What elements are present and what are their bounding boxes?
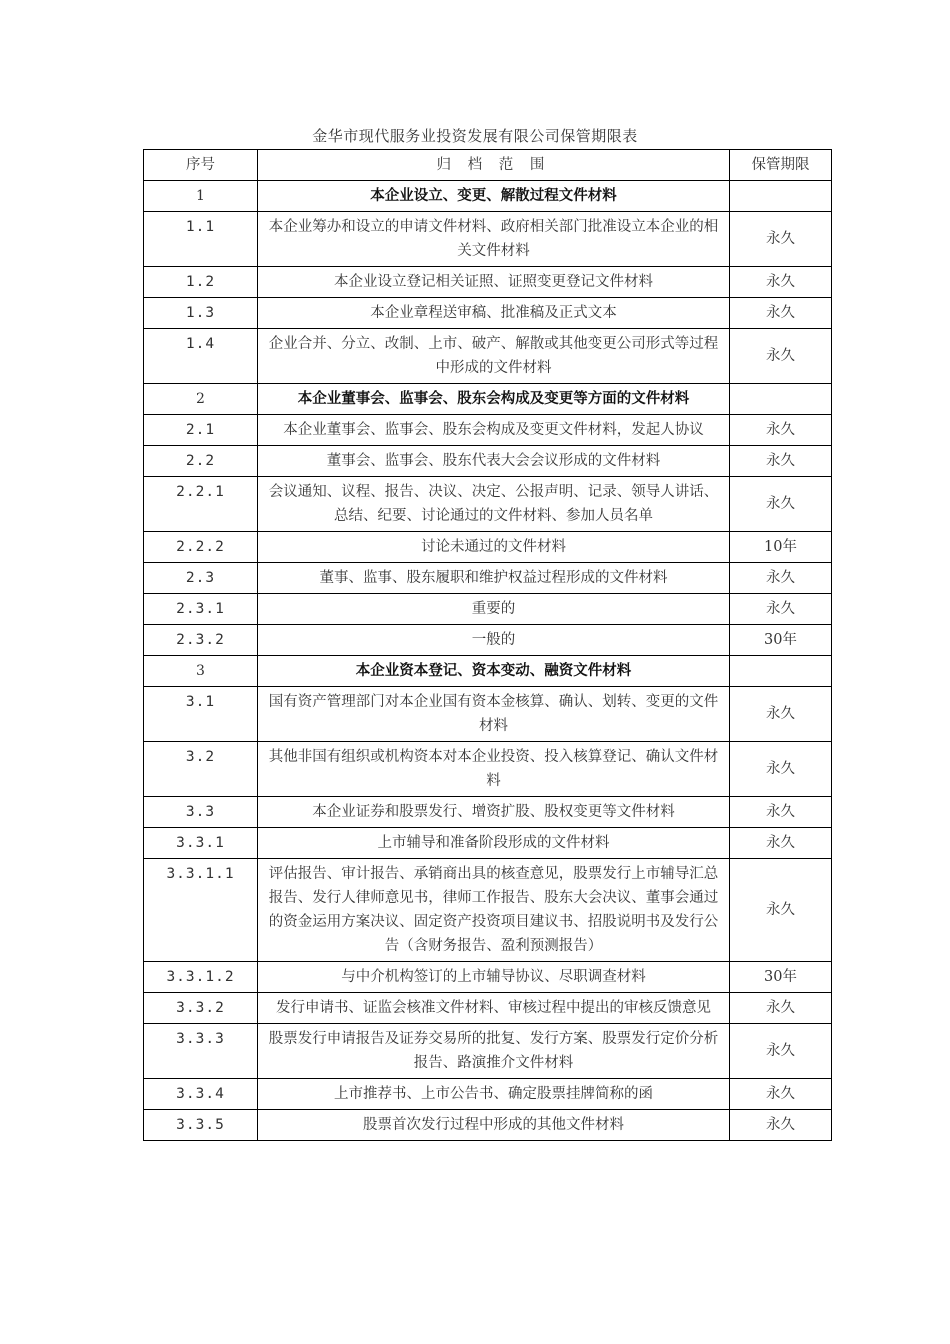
table-row <box>144 446 832 477</box>
row-retention-period: 10年 <box>730 532 832 563</box>
row-scope: 上市辅导和准备阶段形成的文件材料 <box>258 828 730 859</box>
row-retention-period: 30年 <box>730 962 832 993</box>
row-scope: 企业合并、分立、改制、上市、破产、解散或其他变更公司形式等过程中形成的文件材料 <box>258 329 730 384</box>
row-scope: 董事会、监事会、股东代表大会会议形成的文件材料 <box>258 446 730 477</box>
row-scope: 上市推荐书、上市公告书、确定股票挂牌简称的函 <box>258 1079 730 1110</box>
row-scope: 董事、监事、股东履职和维护权益过程形成的文件材料 <box>258 563 730 594</box>
header-period: 保管期限 <box>730 150 832 181</box>
row-number: 2.1 <box>144 415 258 446</box>
row-retention-period: 永久 <box>730 687 832 742</box>
table-row <box>144 993 832 1024</box>
row-scope: 一般的 <box>258 625 730 656</box>
row-retention-period: 永久 <box>730 742 832 797</box>
row-number: 3.3.3 <box>144 1024 258 1079</box>
row-retention-period: 永久 <box>730 1110 832 1141</box>
row-number: 2.2.1 <box>144 477 258 532</box>
row-retention-period: 永久 <box>730 797 832 828</box>
row-scope: 本企业证券和股票发行、增资扩股、股权变更等文件材料 <box>258 797 730 828</box>
row-number: 1 <box>144 181 258 212</box>
row-number: 2.2.2 <box>144 532 258 563</box>
header-scope: 归 档 范 围 <box>258 150 730 181</box>
table-row <box>144 797 832 828</box>
row-number: 3.1 <box>144 687 258 742</box>
row-number: 3.2 <box>144 742 258 797</box>
row-retention-period: 永久 <box>730 477 832 532</box>
row-retention-period: 永久 <box>730 1024 832 1079</box>
row-retention-period: 永久 <box>730 329 832 384</box>
row-number: 3.3.2 <box>144 993 258 1024</box>
row-scope: 股票发行申请报告及证券交易所的批复、发行方案、股票发行定价分析报告、路演推介文件材料 <box>258 1024 730 1079</box>
table-row <box>144 1024 832 1079</box>
row-scope: 本企业筹办和设立的申请文件材料、政府相关部门批准设立本企业的相关文件材料 <box>258 212 730 267</box>
row-scope: 讨论未通过的文件材料 <box>258 532 730 563</box>
table-row <box>144 625 832 656</box>
row-scope: 其他非国有组织或机构资本对本企业投资、投入核算登记、确认文件材料 <box>258 742 730 797</box>
table-row <box>144 828 832 859</box>
row-number: 1.2 <box>144 267 258 298</box>
table-row <box>144 1110 832 1141</box>
row-number: 3.3.1.1 <box>144 859 258 962</box>
row-scope: 本企业设立、变更、解散过程文件材料 <box>258 181 730 212</box>
row-retention-period: 永久 <box>730 446 832 477</box>
row-retention-period <box>730 656 832 687</box>
row-retention-period: 永久 <box>730 1079 832 1110</box>
row-scope: 本企业资本登记、资本变动、融资文件材料 <box>258 656 730 687</box>
table-row <box>144 415 832 446</box>
row-retention-period: 30年 <box>730 625 832 656</box>
document-title: 金华市现代服务业投资发展有限公司保管期限表 <box>312 127 638 145</box>
section-row <box>144 181 832 212</box>
row-retention-period: 永久 <box>730 563 832 594</box>
row-scope: 发行申请书、证监会核准文件材料、审核过程中提出的审核反馈意见 <box>258 993 730 1024</box>
table-row <box>144 477 832 532</box>
table-row <box>144 962 832 993</box>
table-row <box>144 742 832 797</box>
row-number: 2.3.1 <box>144 594 258 625</box>
row-scope: 本企业设立登记相关证照、证照变更登记文件材料 <box>258 267 730 298</box>
row-scope: 重要的 <box>258 594 730 625</box>
table-row <box>144 298 832 329</box>
row-scope: 评估报告、审计报告、承销商出具的核查意见，股票发行上市辅导汇总报告、发行人律师意见书，律师工作报告、股东大会决议、董事会通过的资金运用方案决议、固定资产投资项目建议书、招股说明书及发行公告（含财务报告、盈利预测报告） <box>258 859 730 962</box>
table-header-row <box>144 150 832 181</box>
row-retention-period: 永久 <box>730 993 832 1024</box>
row-number: 3.3.4 <box>144 1079 258 1110</box>
section-row <box>144 656 832 687</box>
row-number: 3.3.1.2 <box>144 962 258 993</box>
row-scope: 会议通知、议程、报告、决议、决定、公报声明、记录、领导人讲话、总结、纪要、讨论通过的文件材料、参加人员名单 <box>258 477 730 532</box>
table-row <box>144 212 832 267</box>
header-no: 序号 <box>144 150 258 181</box>
row-number: 2 <box>144 384 258 415</box>
row-number: 2.2 <box>144 446 258 477</box>
table-row <box>144 329 832 384</box>
row-number: 1.4 <box>144 329 258 384</box>
row-number: 2.3.2 <box>144 625 258 656</box>
row-scope: 本企业董事会、监事会、股东会构成及变更等方面的文件材料 <box>258 384 730 415</box>
row-number: 2.3 <box>144 563 258 594</box>
row-scope: 本企业董事会、监事会、股东会构成及变更文件材料，发起人协议 <box>258 415 730 446</box>
row-number: 3.3.5 <box>144 1110 258 1141</box>
table-row <box>144 1079 832 1110</box>
row-number: 3 <box>144 656 258 687</box>
retention-table <box>143 149 832 1141</box>
row-scope: 与中介机构签订的上市辅导协议、尽职调查材料 <box>258 962 730 993</box>
row-retention-period: 永久 <box>730 212 832 267</box>
table-row <box>144 859 832 962</box>
row-number: 1.1 <box>144 212 258 267</box>
row-retention-period: 永久 <box>730 859 832 962</box>
row-scope: 股票首次发行过程中形成的其他文件材料 <box>258 1110 730 1141</box>
table-row <box>144 563 832 594</box>
table-row <box>144 687 832 742</box>
row-retention-period <box>730 384 832 415</box>
row-retention-period: 永久 <box>730 298 832 329</box>
row-retention-period <box>730 181 832 212</box>
section-row <box>144 384 832 415</box>
row-scope: 本企业章程送审稿、批准稿及正式文本 <box>258 298 730 329</box>
row-number: 1.3 <box>144 298 258 329</box>
table-row <box>144 267 832 298</box>
table-body <box>144 181 832 1141</box>
row-retention-period: 永久 <box>730 594 832 625</box>
row-number: 3.3 <box>144 797 258 828</box>
table-row <box>144 594 832 625</box>
row-retention-period: 永久 <box>730 267 832 298</box>
row-number: 3.3.1 <box>144 828 258 859</box>
table-row <box>144 532 832 563</box>
row-scope: 国有资产管理部门对本企业国有资本金核算、确认、划转、变更的文件材料 <box>258 687 730 742</box>
row-retention-period: 永久 <box>730 415 832 446</box>
row-retention-period: 永久 <box>730 828 832 859</box>
